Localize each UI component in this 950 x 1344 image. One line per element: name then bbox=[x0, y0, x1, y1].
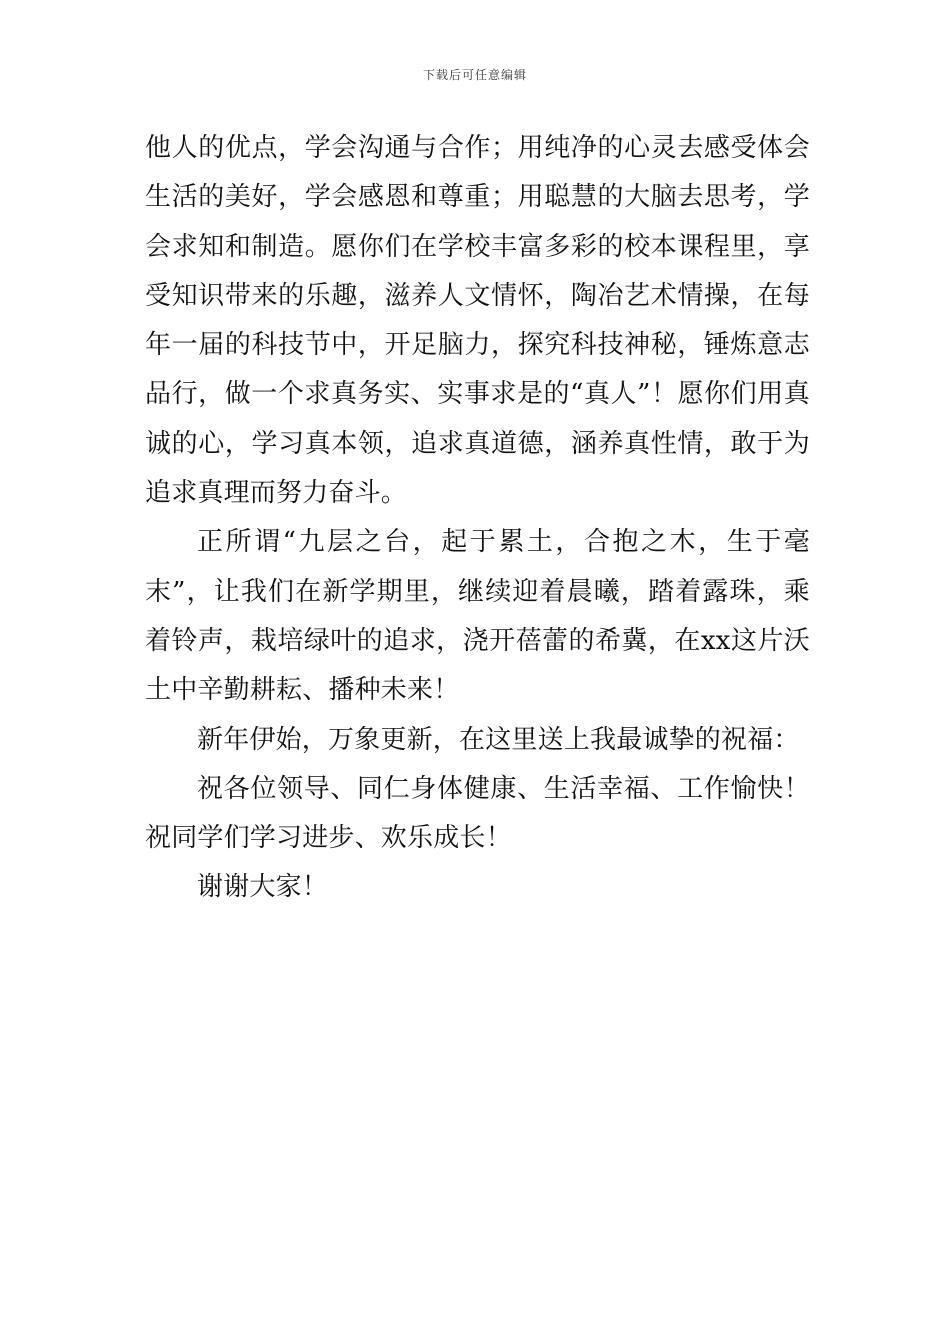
document-body bbox=[145, 124, 810, 913]
paragraph-continued: 他人的优点，学会沟通与合作；用纯净的心灵去感受体会生活的美好，学会感恩和尊重；用聪慧的大脑去思考，学会求知和制造。愿你们在学校丰富多彩的校本课程里，享受知识带来的乐趣，滋养人文情怀，陶冶艺术情操，在每年一届的科技节中，开足脑力，探究科技神秘，锤炼意志品行，做一个求真务实、实事求是的“真人”！愿你们用真诚的心，学习真本领，追求真道德，涵养真性情，敢于为追求真理而努力奋斗。 bbox=[145, 133, 810, 509]
paragraph-proverb: 正所谓“九层之台，起于累土，合抱之木，生于毫末”，让我们在新学期里，继续迎着晨曦，踏着露珠，乘着铃声，栽培绿叶的追求，浇开蓓蕾的希冀，在xx这片沃土中辛勤耕耘、播种未来！ bbox=[145, 527, 810, 706]
paragraph-blessing: 祝各位领导、同仁身体健康、生活幸福、工作愉快！祝同学们学习进步、欢乐成长！ bbox=[145, 773, 810, 854]
paragraph-new-year: 新年伊始，万象更新，在这里送上我最诚挚的祝福： bbox=[197, 724, 800, 755]
page-header-note: 下载后可任意编辑 bbox=[422, 68, 527, 82]
paragraph-thanks: 谢谢大家！ bbox=[197, 872, 329, 903]
